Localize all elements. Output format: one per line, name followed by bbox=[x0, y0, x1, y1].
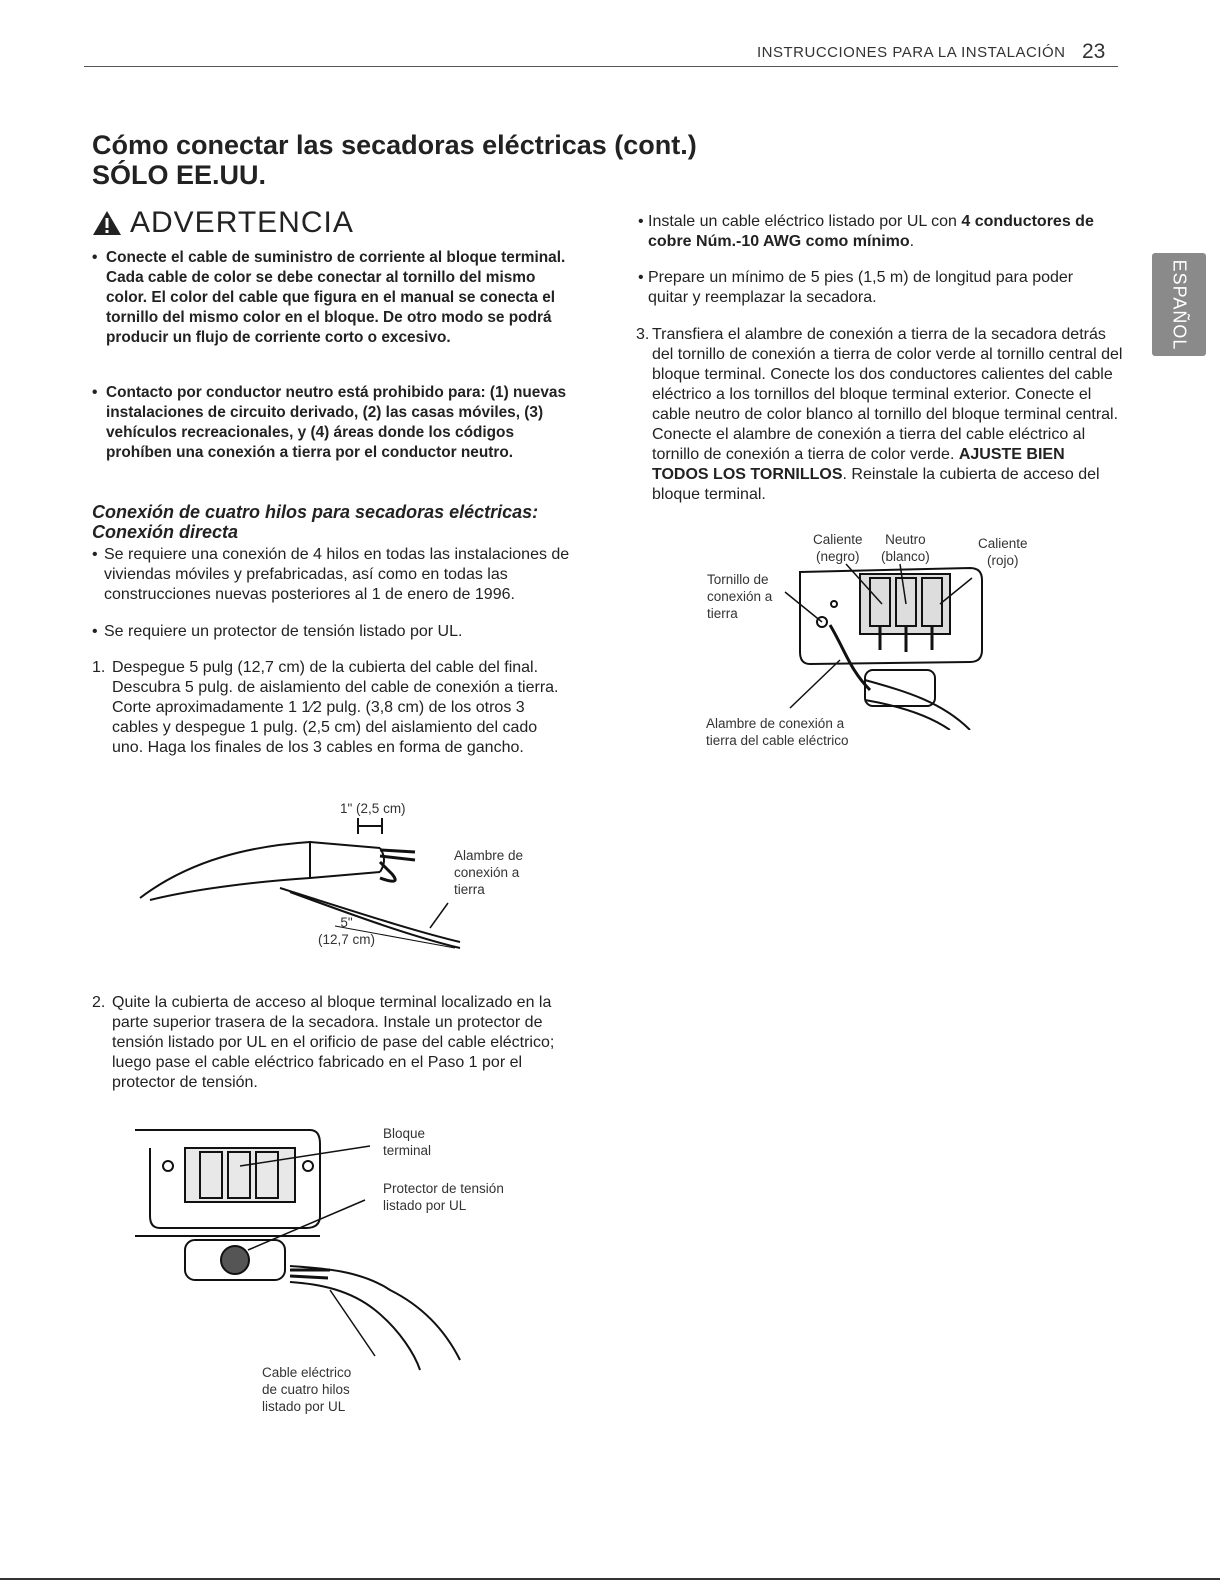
hot-red-label: Caliente (rojo) bbox=[978, 536, 1028, 568]
warning-triangle-icon bbox=[92, 210, 122, 236]
warning-item: • Conecte el cable de suministro de corriente al bloque terminal. Cada cable de color se debe conectar al tornillo del mismo color. El color del cable que figura en el manual se conecta el tornillo del mismo color en el bloque. De otro modo se podrá producir un flujo de corriente corto o excesivo. bbox=[92, 249, 566, 346]
section-bullet: • Se requiere una conexión de 4 hilos en todas las instalaciones de viviendas móviles y prefabricadas, así como en todas las construcciones nuevas posteriores al 1 de enero de 1996. bbox=[92, 546, 570, 603]
section-heading-line1: Conexión de cuatro hilos para secadoras eléctricas: bbox=[92, 502, 539, 522]
section-heading-line2: Conexión directa bbox=[92, 522, 239, 542]
right-bullet-2: • Prepare un mínimo de 5 pies (1,5 m) de longitud para poder quitar y reemplazar la secadora. bbox=[638, 269, 1074, 306]
warning-item: • Contacto por conductor neutro está prohibido para: (1) nuevas instalaciones de circuito derivado, (2) las casas móviles, (3) vehículos recreacionales, y (4) áreas donde los códigos prohíben una conexión a tierra por el conductor neutro. bbox=[92, 384, 567, 461]
section-bullet: • Se requiere un protector de tensión listado por UL. bbox=[92, 623, 463, 640]
ground-screw-label: Tornillo de conexión a tierra bbox=[707, 572, 773, 621]
neutral-white-label: Neutro (blanco) bbox=[881, 532, 930, 564]
page-title-line2: SÓLO EE.UU. bbox=[92, 160, 267, 190]
ground-wire-label: Alambre de conexión a tierra del cable eléctrico bbox=[706, 716, 849, 748]
page-title bbox=[92, 130, 697, 190]
four-wire-cable-label: Cable eléctrico de cuatro hilos listado por UL bbox=[262, 1365, 352, 1414]
right-bullet-1: • Instale un cable eléctrico listado por UL con 4 conductores de cobre Núm.-10 AWG como mínimo. bbox=[638, 213, 1094, 250]
footer-rule bbox=[0, 1578, 1220, 1580]
step-3: 3. Transfiera el alambre de conexión a tierra de la secadora detrás del tornillo de conexión a tierra de color verde al tornillo central del bloque terminal. Conecte los dos conductores calientes del cable eléctrico a los tornillos del bloque terminal exterior. Conecte el cable neutro de color blanco al tornillo del bloque terminal central. Conecte el alambre de conexión a tierra del cable eléctrico al tornillo de conexión a tierra de color verde. AJUSTE BIEN TODOS LOS TORNILLOS. Reinstale la cubierta de acceso del bloque terminal. bbox=[636, 326, 1123, 503]
page-number: 23 bbox=[1082, 40, 1106, 63]
page-title-line1: Cómo conectar las secadoras eléctricas (cont.) bbox=[92, 130, 697, 160]
dim-1in-label: 1" (2,5 cm) bbox=[340, 801, 406, 816]
step-1: 1. Despegue 5 pulg (12,7 cm) de la cubierta del cable del final. Descubra 5 pulg. de aislamiento del cable de conexión a tierra. Corte aproximadamente 1 1⁄2 pulg. (3,8 cm) de los otros 3 cables y despegue 1 pulg. (2,5 cm) del aislamiento del cado uno. Haga los finales de los 3 cables en forma de gancho. bbox=[92, 659, 559, 756]
side-tab-label: ESPAÑOL bbox=[1169, 259, 1190, 350]
cable-ground-wire-label: Alambre de conexión a tierra bbox=[454, 848, 524, 897]
hot-black-label: Caliente (negro) bbox=[813, 532, 863, 564]
step-2: 2. Quite la cubierta de acceso al bloque terminal localizado en la parte superior trasera de la secadora. Instale un protector de tensión listado por UL en el orificio de pase del cable eléctrico; luego pase el cable eléctrico fabricado en el Paso 1 por el protector de tensión. bbox=[92, 994, 555, 1091]
language-side-tab bbox=[1152, 253, 1206, 356]
warning-title: ADVERTENCIA bbox=[130, 206, 354, 239]
dim-5in-label: 5" (12,7 cm) bbox=[318, 915, 376, 947]
warning-heading bbox=[92, 206, 354, 240]
header-rule bbox=[84, 66, 1118, 67]
header-section-title: INSTRUCCIONES PARA LA INSTALACIÓN bbox=[757, 44, 1066, 61]
terminal-block-diagram bbox=[130, 1120, 470, 1380]
terminal-block-label: Bloque terminal bbox=[383, 1126, 432, 1158]
section-heading bbox=[92, 502, 592, 542]
strain-relief-label: Protector de tensión listado por UL bbox=[383, 1181, 504, 1213]
